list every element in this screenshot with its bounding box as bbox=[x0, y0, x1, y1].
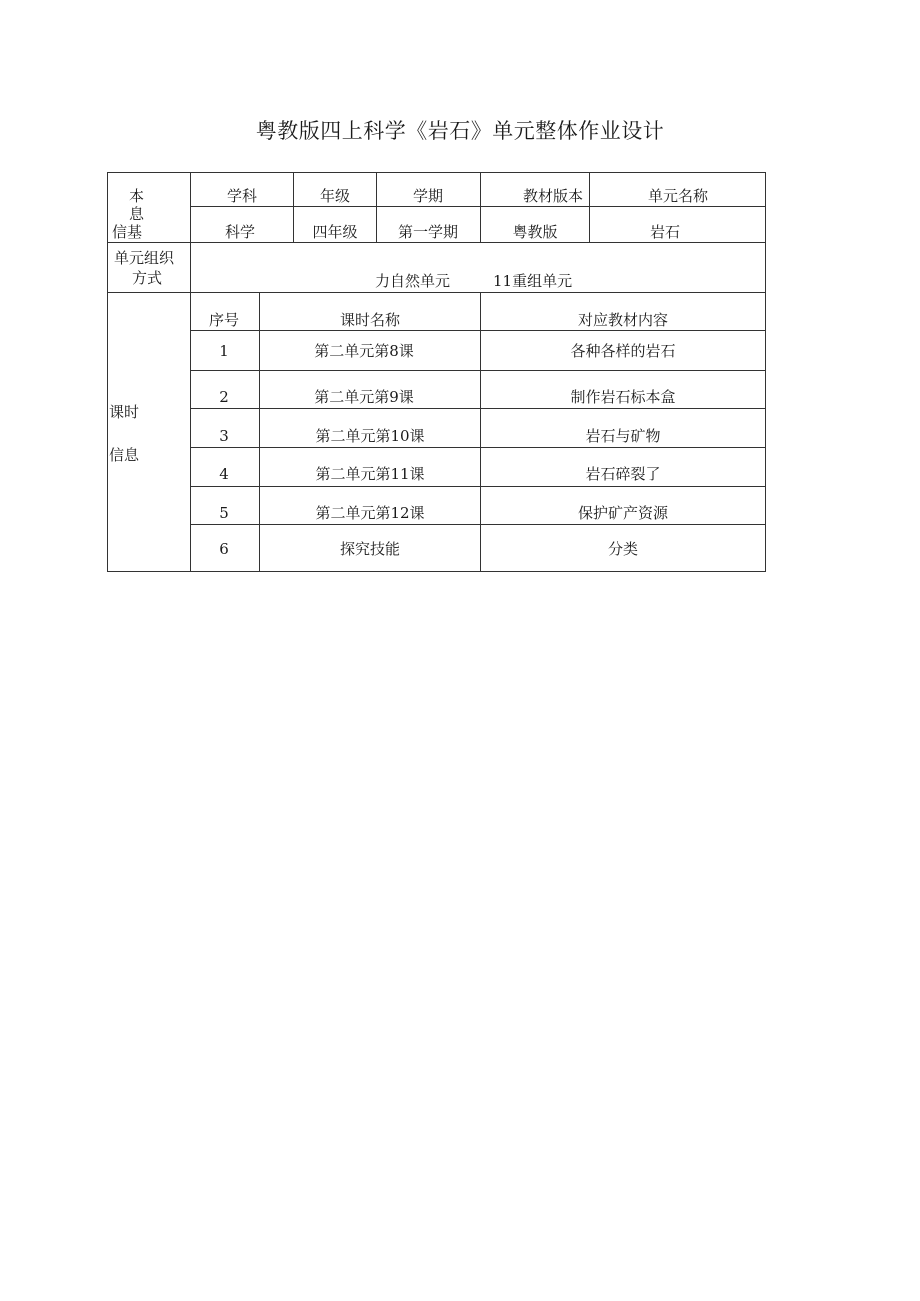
header-grade: 年级 bbox=[319, 187, 351, 205]
header-lesson-name: 课时名称 bbox=[339, 311, 401, 329]
lesson-number: 4 bbox=[219, 465, 229, 483]
basic-info-label-line: 信基 bbox=[112, 223, 143, 241]
lesson-number: 6 bbox=[219, 540, 229, 558]
row-divider bbox=[107, 242, 766, 243]
row-divider bbox=[190, 447, 766, 448]
organization-label-line: 方式 bbox=[132, 269, 163, 287]
lesson-number: 3 bbox=[219, 427, 229, 445]
row-divider bbox=[107, 292, 766, 293]
value-subject: 科学 bbox=[224, 223, 256, 241]
col-divider bbox=[190, 172, 191, 572]
row-divider bbox=[190, 408, 766, 409]
value-unit-name: 岩石 bbox=[649, 223, 681, 241]
lesson-content: 保护矿产资源 bbox=[577, 504, 669, 522]
organization-label-line: 单元组织 bbox=[114, 249, 175, 267]
col-divider bbox=[293, 172, 294, 242]
organization-natural-unit: 力自然单元 bbox=[375, 272, 451, 290]
header-textbook-edition: 教材版本 bbox=[522, 187, 584, 205]
lesson-info-label-line: 信息 bbox=[109, 446, 140, 464]
lesson-name: 第二单元第11课 bbox=[315, 465, 425, 483]
value-semester: 第一学期 bbox=[397, 223, 459, 241]
lesson-content: 制作岩石标本盒 bbox=[570, 388, 676, 406]
lesson-name: 第二单元第8课 bbox=[314, 342, 414, 360]
row-divider bbox=[190, 206, 766, 207]
row-divider bbox=[190, 486, 766, 487]
col-divider bbox=[589, 172, 590, 242]
row-divider bbox=[190, 330, 766, 331]
col-divider bbox=[259, 292, 260, 572]
lesson-number: 5 bbox=[219, 504, 229, 522]
header-unit-name: 单元名称 bbox=[647, 187, 709, 205]
organization-regrouped-unit: 11重组单元 bbox=[493, 272, 573, 290]
document-title: 粤教版四上科学《岩石》单元整体作业设计 bbox=[255, 119, 665, 143]
basic-info-label-line: 息 bbox=[129, 205, 145, 223]
value-grade: 四年级 bbox=[312, 223, 358, 241]
lesson-content: 各种各样的岩石 bbox=[570, 342, 676, 360]
header-textbook-content: 对应教材内容 bbox=[577, 311, 669, 329]
row-divider bbox=[190, 370, 766, 371]
lesson-content: 岩石与矿物 bbox=[585, 427, 661, 445]
lesson-number: 2 bbox=[219, 388, 229, 406]
lesson-name: 第二单元第9课 bbox=[314, 388, 414, 406]
header-lesson-number: 序号 bbox=[208, 311, 240, 329]
lesson-content: 岩石碎裂了 bbox=[585, 465, 661, 483]
col-divider bbox=[480, 292, 481, 572]
lesson-name: 探究技能 bbox=[339, 540, 401, 558]
col-divider bbox=[376, 172, 377, 242]
lesson-content: 分类 bbox=[607, 540, 639, 558]
value-textbook-edition: 粤教版 bbox=[512, 223, 558, 241]
lesson-number: 1 bbox=[219, 342, 229, 360]
basic-info-label-line: 本 bbox=[129, 187, 145, 205]
lesson-info-label-line: 课时 bbox=[109, 403, 140, 421]
header-subject: 学科 bbox=[226, 187, 258, 205]
row-divider bbox=[190, 524, 766, 525]
header-semester: 学期 bbox=[412, 187, 444, 205]
lesson-name: 第二单元第10课 bbox=[315, 427, 425, 445]
lesson-name: 第二单元第12课 bbox=[315, 504, 425, 522]
col-divider bbox=[480, 172, 481, 242]
